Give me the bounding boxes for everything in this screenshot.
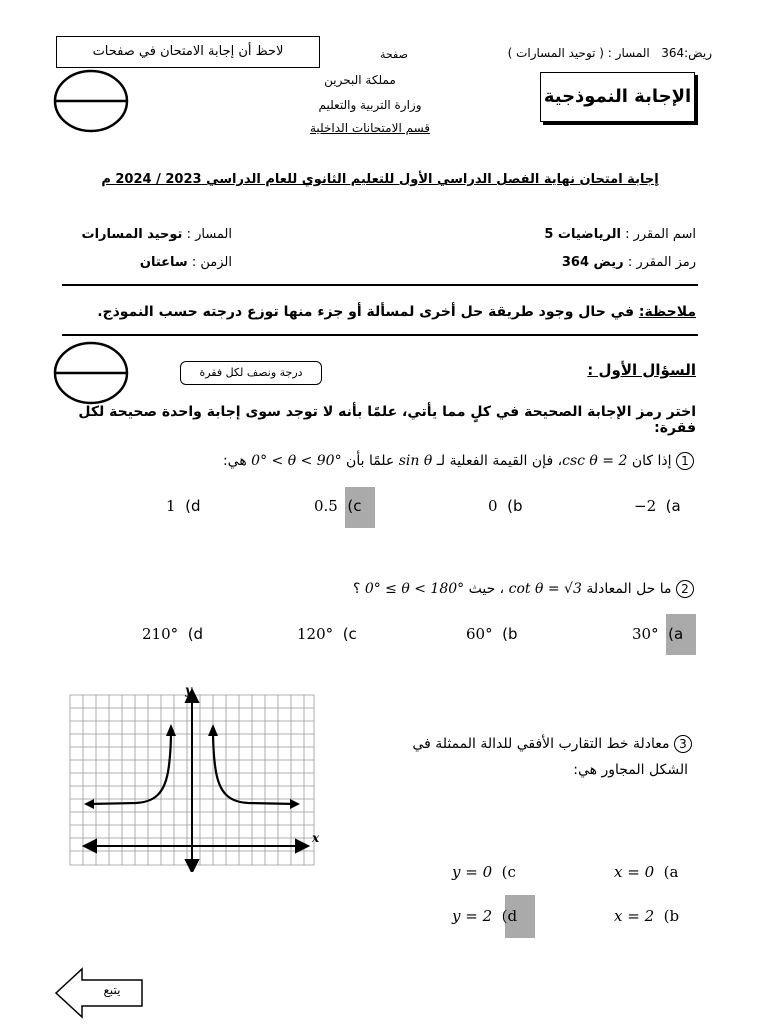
course-name-label: اسم المقرر : — [625, 227, 696, 242]
grade-note: درجة ونصف لكل فقرة — [199, 366, 303, 379]
course-code: ريض 364 — [561, 255, 624, 270]
option-value: 1 — [166, 497, 176, 515]
grade-note-box — [180, 361, 322, 385]
track-value: توحيد المسارات — [81, 227, 183, 242]
option-letter: (d — [187, 625, 204, 643]
item-1-stem — [150, 452, 694, 470]
option-d[interactable] — [142, 625, 203, 643]
item-text: إذا كان — [627, 453, 672, 469]
item-2-stem — [200, 580, 694, 598]
item-text: ؟ — [352, 581, 365, 597]
math-expression: csc θ = 2 — [562, 453, 628, 469]
option-d[interactable] — [452, 907, 517, 925]
option-b[interactable] — [614, 907, 679, 925]
x-axis — [84, 840, 308, 852]
y-axis-label: y — [185, 683, 192, 697]
option-letter: (a — [668, 625, 684, 643]
math-expression: 0° < θ < 90° — [251, 453, 342, 469]
option-letter: (b — [507, 497, 523, 515]
item-3-stem — [400, 731, 692, 783]
separator-line — [62, 284, 698, 286]
note-label: ملاحظة: — [638, 304, 696, 320]
exam-pages-note-box — [56, 36, 320, 68]
math-expression: sin θ — [398, 453, 433, 469]
option-c[interactable] — [297, 625, 357, 643]
course-code-row — [430, 255, 696, 270]
option-value: 30° — [632, 625, 659, 643]
option-a[interactable] — [614, 863, 678, 881]
continue-arrow[interactable] — [54, 967, 144, 1019]
course-track-code: ريض:364 المسار : ( توحيد المسارات ) — [507, 46, 712, 60]
item-text: ، حيث — [464, 581, 509, 597]
item-number-badge: 3 — [674, 735, 692, 753]
exam-pages-note: لاحظ أن إجابة الامتحان في صفحات — [92, 44, 284, 59]
track-row — [60, 227, 232, 242]
item-number-badge: 2 — [676, 580, 694, 598]
option-letter: (b — [663, 907, 680, 925]
score-circle-icon — [52, 340, 130, 406]
option-c[interactable] — [314, 497, 362, 515]
math-expression: 0° ≤ θ < 180° — [364, 581, 465, 597]
item-text: هي: — [222, 453, 252, 469]
option-value: 120° — [297, 625, 334, 643]
option-value: y = 0 — [452, 863, 493, 881]
option-letter: (a — [665, 497, 681, 515]
item-text: ، فإن القيمة الفعلية لـ — [432, 453, 563, 469]
time-row — [60, 255, 232, 270]
option-a[interactable] — [632, 625, 683, 643]
course-code-label: رمز المقرر : — [627, 255, 696, 270]
question-instruction: اختر رمز الإجابة الصحيحة في كلٍ مما يأتي، علمًا بأنه لا توجد سوى إجابة واحدة صحيحة لكل فقرة: — [78, 404, 696, 436]
option-letter: (d — [185, 497, 201, 515]
exam-title: إجابة امتحان نهاية الفصل الدراسي الأول للتعليم الثانوي للعام الدراسي 2023 / 2024 م — [101, 172, 659, 187]
course-name-row — [430, 227, 696, 242]
option-value: 60° — [466, 625, 493, 643]
option-value: 210° — [142, 625, 179, 643]
x-axis-label: x — [312, 831, 320, 845]
option-letter: (b — [502, 625, 518, 643]
option-letter: (d — [501, 907, 518, 925]
kingdom-name: مملكة البحرين — [324, 73, 396, 87]
math-expression: cot θ = √3 — [508, 581, 582, 597]
track-label: المسار : — [186, 227, 232, 242]
option-letter: (c — [347, 497, 362, 515]
option-value: 0 — [488, 497, 498, 515]
function-graph — [66, 682, 330, 872]
course-name: الرياضيات 5 — [544, 227, 621, 242]
option-c[interactable] — [452, 863, 516, 881]
option-b[interactable] — [466, 625, 518, 643]
option-b[interactable] — [488, 497, 522, 515]
option-letter: (a — [663, 863, 679, 881]
item-3-line-1 — [400, 731, 692, 757]
note-text: في حال وجود طريقة حل أخرى لمسألة أو جزء منها توزع درجته حسب النموذج. — [97, 304, 634, 320]
option-a[interactable] — [634, 497, 681, 515]
separator-line — [62, 334, 698, 336]
note-row — [60, 304, 696, 320]
option-value: x = 0 — [614, 863, 655, 881]
ministry-name: وزارة التربية والتعليم — [318, 98, 422, 112]
page-word: صفحة — [380, 48, 408, 61]
model-answer-box — [540, 72, 695, 122]
item-number-badge: 1 — [676, 452, 694, 470]
option-value: y = 2 — [452, 907, 493, 925]
item-text: الشكل المجاور هي: — [573, 762, 688, 778]
model-answer-title: الإجابة النموذجية — [543, 86, 692, 107]
option-letter: (c — [342, 625, 357, 643]
option-value: −2 — [634, 497, 657, 515]
question-title: السؤال الأول : — [587, 361, 696, 379]
option-letter: (c — [501, 863, 516, 881]
time-label: الزمن : — [191, 255, 232, 270]
item-text: ما حل المعادلة — [581, 581, 672, 597]
y-axis — [186, 690, 198, 872]
department-name: قسم الامتحانات الداخلية — [309, 121, 431, 135]
item-text: معادلة خط التقارب الأفقي للدالة الممثلة في — [412, 736, 670, 752]
option-value: 0.5 — [314, 497, 338, 515]
time-value: ساعتان — [139, 255, 188, 270]
option-value: x = 2 — [614, 907, 655, 925]
continue-label: يتبع — [103, 983, 121, 997]
item-text: علمًا بأن — [341, 453, 399, 469]
score-circle-icon — [52, 68, 130, 134]
option-d[interactable] — [166, 497, 200, 515]
